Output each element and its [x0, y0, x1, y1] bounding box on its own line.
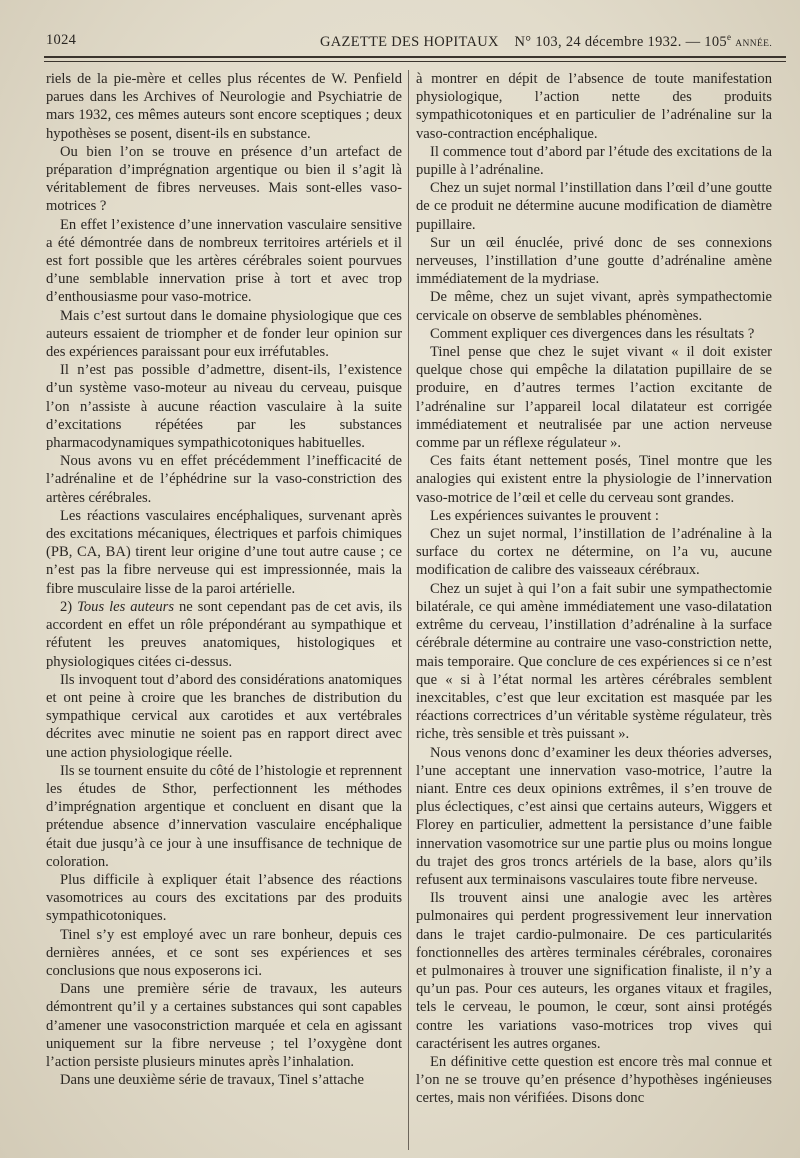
- paragraph: Mais c’est surtout dans le domaine physiologique que ces auteurs essaient de triompher et de fonder leur opinion sur des expériences paraissant pour eux irréfutables.: [46, 307, 402, 361]
- right-column: [416, 70, 772, 1150]
- paragraph: Chez un sujet normal l’instillation dans l’œil d’une goutte de ce produit ne détermine aucune modification de diamètre pupillaire.: [416, 180, 772, 233]
- italic-phrase: Tous les auteurs: [77, 598, 175, 615]
- paragraph: Sur un œil énuclée, privé donc de ses connexions nerveuses, l’instillation d’une goutte d’adrénaline amène immédiatement de la mydriase.: [416, 234, 772, 288]
- left-column: [46, 70, 402, 1150]
- list-number: 2): [60, 598, 78, 615]
- paragraph: Nous avons vu en effet précédemment l’inefficacité de l’adrénaline et de l’éphédrine sur la vaso-constriction des artères cérébrales.: [46, 453, 402, 506]
- paragraph: Chez un sujet à qui l’on a fait subir une sympathectomie bilatérale, ce qui amène immédiatement une vaso-dilatation extrême du cerveau, l’instillation d’adrénaline à la surface cérébrale détermine au contraire une vaso-constriction nette, mais temporaire. Que conclure de ces expériences si ce n’est que « si à l’état normal les artères cérébrales semblent inexcitables, c’est que leur excitation est masquée par les réactions correctrices d’un véritable système régulateur, très riche, très sensible et très puissant ».: [416, 580, 772, 743]
- paragraph: Ils se tournent ensuite du côté de l’histologie et reprennent les études de Sthor, perfectionnent les méthodes d’imprégnation argentique et concluent en disant que la prétendue absence d’innervation vasculaire encéphalique était due jusqu’à ce jour à une insuffisance de technique de coloration.: [46, 762, 402, 870]
- running-header: [44, 26, 784, 54]
- paragraph: En définitive cette question est encore très mal connue et l’on ne se trouve qu’en présence d’hypothèses ingénieuses certes, mais non vérifiées. Disons donc: [416, 1053, 772, 1107]
- paragraph: à montrer en dépit de l’absence de toute manifestation physiologique, l’action nette des produits sympathicotoniques et en particulier de l’adrénaline sur la vaso-contraction encéphalique.: [416, 71, 772, 142]
- issue-info: N° 103, 24 décembre 1932. — 105: [514, 33, 727, 50]
- paragraph: Les réactions vasculaires encéphaliques, survenant après des excitations mécaniques, électriques et parfois chimiques (PB, CA, BA) tirent leur origine d’une tout autre cause ; ce n’est pas la fibre nerveuse qui est impressionnée, mais la fibre musculaire lisse de la paroi artérielle.: [46, 507, 402, 597]
- paragraph: Plus difficile à expliquer était l’absence des réactions vasomotrices au cours des excitations par des produits sympathicotoniques.: [46, 871, 402, 925]
- paragraph: riels de la pie-mère et celles plus récentes de W. Penfield parues dans les Archives of Neurologie and Psychiatrie de mars 1932, ces mêmes auteurs sont encore sceptiques ; deux hypothèses se posent, disent-ils en substance.: [46, 71, 402, 142]
- issue-year-label: ANNÉE.: [735, 38, 773, 49]
- paragraph: Tinel s’y est employé avec un rare bonheur, depuis ces dernières années, et ce sont ses expériences et ses conclusions que nous exposerons ici.: [46, 926, 402, 979]
- paragraph: Dans une deuxième série de travaux, Tinel s’attache: [60, 1072, 364, 1089]
- issue-superscript: e: [726, 32, 732, 42]
- paragraph: Ces faits étant nettement posés, Tinel montre que les analogies qui existent entre la physiologie de l’innervation vaso-motrice de l’œil et celle du cerveau sont grandes.: [416, 453, 772, 506]
- paragraph: Tinel pense que chez le sujet vivant « il doit exister quelque chose qui empêche la dilatation pupillaire de se produire, en d’autres termes l’action excitante de l’adrénaline sur l’appareil local dilatateur est corrigée immédiatement et neutralisée par une action nerveuse comme par un réflexe régulateur ».: [416, 344, 772, 452]
- header-rule-thick: [44, 56, 786, 58]
- paragraph-text: ne sont cependant pas de cet avis, ils accordent en effet un rôle prépondérant au sympathique et réfutent les preuves anatomiques, histologiques et physiologiques citées ci-dessus.: [46, 598, 402, 670]
- paragraph: Ou bien l’on se trouve en présence d’un artefact de préparation d’imprégnation argentique ou bien il s’agit là véritablement de fibres nerveuses. Mais sont-elles vaso-motrices ?: [46, 143, 402, 215]
- paragraph: Comment expliquer ces divergences dans les résultats ?: [430, 325, 755, 342]
- paragraph: En effet l’existence d’une innervation vasculaire sensitive a été démontrée dans de nombreux territoires artériels et il est fort possible que les artères cérébrales soient pourvues d’une semblable innervation prise à tort et avec trop d’enthousiasme pour vaso-motrice.: [46, 216, 402, 306]
- paragraph: Les expériences suivantes le prouvent :: [430, 507, 659, 524]
- page-number: 1024: [46, 32, 77, 48]
- paragraph-numbered: [46, 598, 402, 671]
- column-divider: [408, 70, 409, 1150]
- paragraph: Il commence tout d’abord par l’étude des excitations de la pupille à l’adrénaline.: [416, 143, 772, 179]
- paragraph: Ils trouvent ainsi une analogie avec les artères pulmonaires qui perdent progressivement leur innervation dans le trajet cardio-pulmonaire. De ces particularités fonctionnelles des artères terminales cérébrales, coronaires et pulmonaires à trouver une signification finaliste, il n’y a qu’un pas. Pour ces auteurs, les organes vitaux et fragiles, tels le cerveau, le poumon, le cœur, sont ainsi protégés contre les variations vaso-motrices trop vives qui caractérisent les autres organes.: [416, 890, 772, 1052]
- paragraph: Dans une première série de travaux, les auteurs démontrent qu’il y a certaines substances qui sont capables d’amener une vasoconstriction marquée et cela en agissant uniquement sur la fibre nerveuse ; tel l’oxygène dont l’action persiste plusieurs minutes après l’inhalation.: [46, 981, 402, 1070]
- paragraph: Ils invoquent tout d’abord des considérations anatomiques et ont peine à croire que les branches de distribution du sympathique cervical aux carotides et aux vertébrales décrites avec minutie ne soient pas en rapport direct avec une action physiologique réelle.: [46, 671, 402, 761]
- journal-title: GAZETTE DES HOPITAUX: [320, 33, 499, 50]
- header-rule-thin: [44, 61, 786, 62]
- paragraph: Il n’est pas possible d’admettre, disent-ils, l’existence d’un système vaso-moteur au niveau du cerveau, puisque l’on n’assiste à aucune réaction vasculaire à la suite d’excitations répétées par les substances pharmacodynamiques sympathicotoniques habituelles.: [46, 362, 402, 452]
- paragraph: Chez un sujet normal, l’instillation de l’adrénaline à la surface du cortex ne détermine, on l’a vu, aucune modification de calibre des vaisseaux cérébraux.: [416, 526, 772, 579]
- journal-issue-line: [320, 32, 772, 51]
- paragraph: Nous venons donc d’examiner les deux théories adverses, l’une acceptant une innervation vaso-motrice, l’autre la niant. Entre ces deux opinions extrêmes, il s’en trouve de plus éclectiques, c’est ainsi que certains auteurs, Wiggers et Florey en particulier, admettent la persistance d’une faible innervation vasomotrice sur une partie plus ou moins longue du trajet des gros troncs artériels de la base, alors qu’ils refusent aux terminaisons vasculaires toute fibre nerveuse.: [416, 744, 772, 888]
- paragraph: De même, chez un sujet vivant, après sympathectomie cervicale on observe de semblables phénomènes.: [416, 289, 772, 324]
